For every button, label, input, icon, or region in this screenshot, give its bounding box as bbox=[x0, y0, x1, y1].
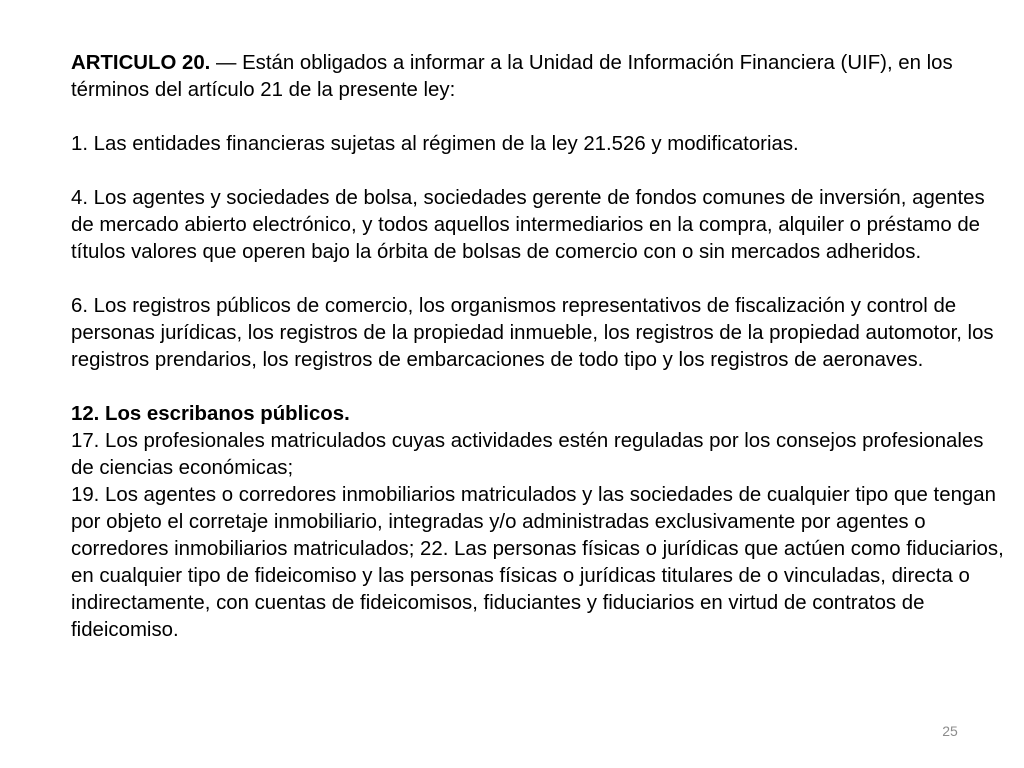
article-intro: — Están obligados a informar a la Unidad de Información Financiera (UIF), en los términos del artículo 21 de la presente ley: bbox=[71, 52, 953, 101]
list-item-1: 1. Las entidades financieras sujetas al régimen de la ley 21.526 y modificatorias. bbox=[71, 133, 799, 155]
list-item-12: 12. Los escribanos públicos. bbox=[71, 403, 350, 425]
page-number: 25 bbox=[942, 723, 958, 739]
paragraph-gap bbox=[71, 266, 1006, 293]
article-heading: ARTICULO 20. bbox=[71, 52, 211, 74]
paragraph-gap bbox=[71, 374, 1006, 401]
paragraph-gap bbox=[71, 104, 1006, 131]
list-item-6: 6. Los registros públicos de comercio, los organismos representativos de fiscalización y control de personas jurídicas, los registros de la propiedad inmueble, los registros de la propiedad automotor, los registros prendarios, los registros de embarcaciones de todo tipo y los registros de aeronaves. bbox=[71, 295, 994, 371]
article-paragraph bbox=[71, 50, 1006, 104]
slide-body bbox=[71, 50, 1006, 644]
paragraph-gap bbox=[71, 158, 1006, 185]
list-item-19-22: 19. Los agentes o corredores inmobiliarios matriculados y las sociedades de cualquier tipo que tengan por objeto el corretaje inmobiliario, integradas y/o administradas exclusivamente por agentes o corredores inmobiliarios matriculados; 22. Las personas físicas o jurídicas que actúen como fiduciarios, en cualquier tipo de fideicomiso y las personas físicas o jurídicas titulares de o vinculadas, directa o indirectamente, con cuentas de fideicomisos, fiduciantes y fiduciarios en virtud de contratos de fideicomiso. bbox=[71, 484, 1004, 641]
list-item-17: 17. Los profesionales matriculados cuyas actividades estén reguladas por los consejos profesionales de ciencias económicas; bbox=[71, 430, 984, 479]
list-item-4: 4. Los agentes y sociedades de bolsa, sociedades gerente de fondos comunes de inversión, agentes de mercado abierto electrónico, y todos aquellos intermediarios en la compra, alquiler o préstamo de títulos valores que operen bajo la órbita de bolsas de comercio con o sin mercados adheridos. bbox=[71, 187, 985, 263]
